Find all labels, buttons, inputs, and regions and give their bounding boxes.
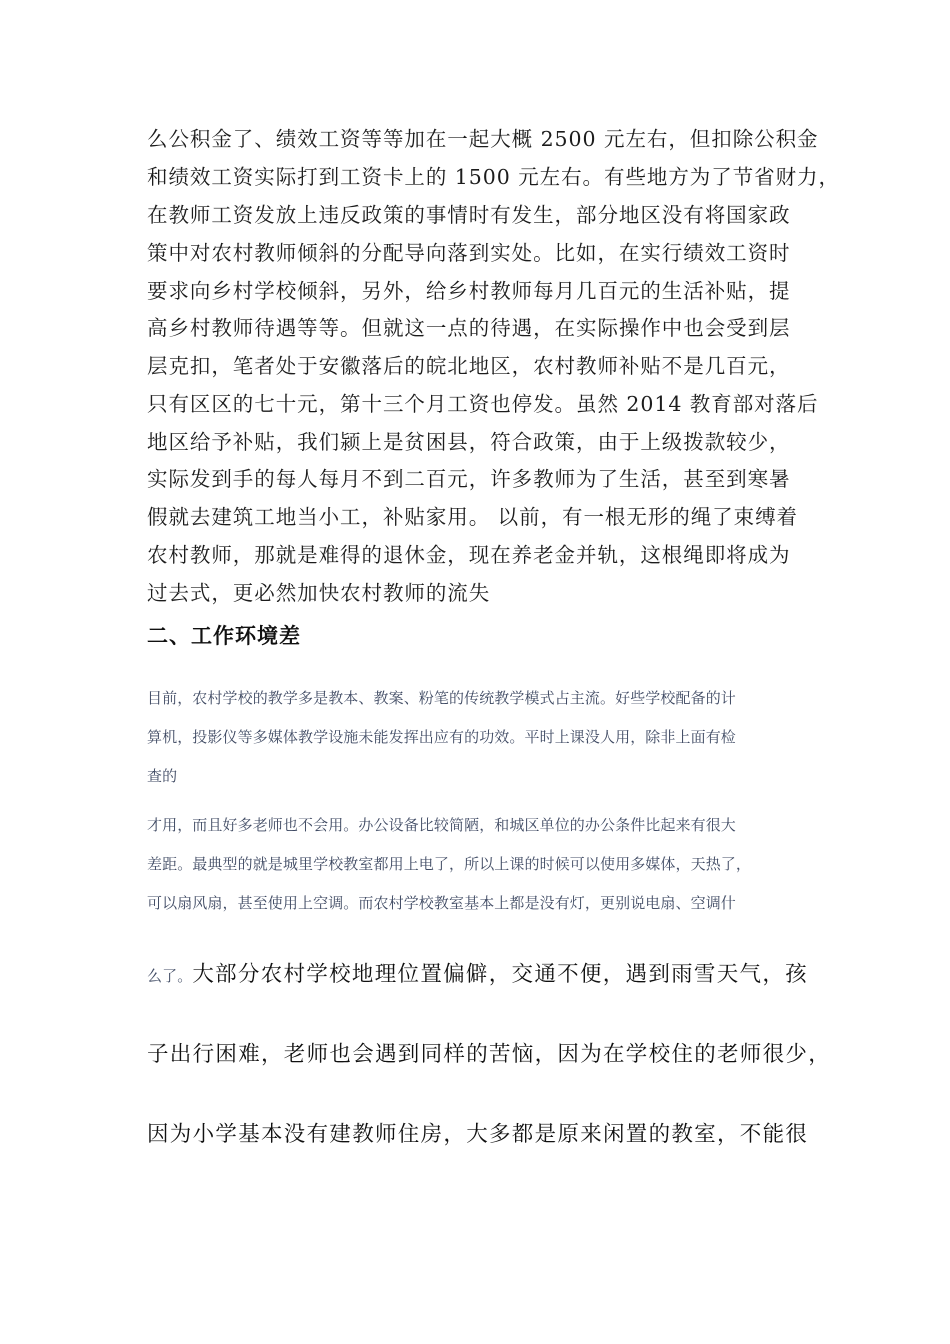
- paragraph-line: 在教师工资发放上违反政策的事情时有发生，部分地区没有将国家政: [147, 203, 791, 227]
- paragraph-line: [147, 964, 808, 986]
- paragraph-line: 地区给予补贴，我们颍上是贫困县，符合政策，由于上级拨款较少，: [147, 430, 791, 454]
- paragraph-line: 策中对农村教师倾斜的分配导向落到实处。比如，在实行绩效工资时: [147, 241, 791, 265]
- paragraph-line: 假就去建筑工地当小工，补贴家用。 以前，有一根无形的绳了束缚着: [147, 505, 798, 529]
- paragraph-line: 可以扇风扇，甚至使用上空调。而农村学校教室基本上都是没有灯，更别说电扇、空调什: [147, 894, 736, 912]
- paragraph-line: 实际发到手的每人每月不到二百元，许多教师为了生活，甚至到寒暑: [147, 467, 791, 491]
- paragraph-line: 和绩效工资实际打到工资卡上的 1500 元左右。有些地方为了节省财力，: [147, 165, 840, 189]
- paragraph-line: 过去式，更必然加快农村教师的流失: [147, 581, 491, 605]
- paragraph-line: 只有区区的七十元，第十三个月工资也停发。虽然 2014 教育部对落后: [147, 392, 819, 416]
- section-heading: 二、工作环境差: [147, 624, 301, 648]
- paragraph-line-lead: 么了。: [147, 967, 193, 985]
- paragraph-line-rest: 大部分农村学校地理位置偏僻，交通不便，遇到雨雪天气，孩: [192, 962, 808, 987]
- paragraph-line: 要求向乡村学校倾斜，另外，给乡村教师每月几百元的生活补贴，提: [147, 279, 791, 303]
- paragraph-line: 农村教师，那就是难得的退休金，现在养老金并轨，这根绳即将成为: [147, 543, 791, 567]
- paragraph-line: 因为小学基本没有建教师住房，大多都是原来闲置的教室，不能很: [147, 1122, 809, 1147]
- paragraph-line: 算机，投影仪等多媒体教学设施未能发挥出应有的功效。平时上课没人用，除非上面有检: [147, 728, 736, 746]
- paragraph-line: 查的: [147, 767, 178, 785]
- paragraph-line: 层克扣，笔者处于安徽落后的皖北地区，农村教师补贴不是几百元，: [147, 354, 791, 378]
- paragraph-line: 子出行困难，老师也会遇到同样的苦恼，因为在学校住的老师很少，: [147, 1042, 832, 1067]
- paragraph-line: 才用，而且好多老师也不会用。办公设备比较简陋，和城区单位的办公条件比起来有很大: [147, 816, 736, 834]
- paragraph-line: 么公积金了、绩效工资等等加在一起大概 2500 元左右，但扣除公积金: [147, 127, 819, 151]
- paragraph-line: 差距。最典型的就是城里学校教室都用上电了，所以上课的时候可以使用多媒体，天热了，: [147, 855, 752, 873]
- paragraph-line: 高乡村教师待遇等等。但就这一点的待遇，在实际操作中也会受到层: [147, 316, 791, 340]
- paragraph-line: 目前，农村学校的教学多是教本、教案、粉笔的传统教学模式占主流。好些学校配备的计: [147, 689, 736, 707]
